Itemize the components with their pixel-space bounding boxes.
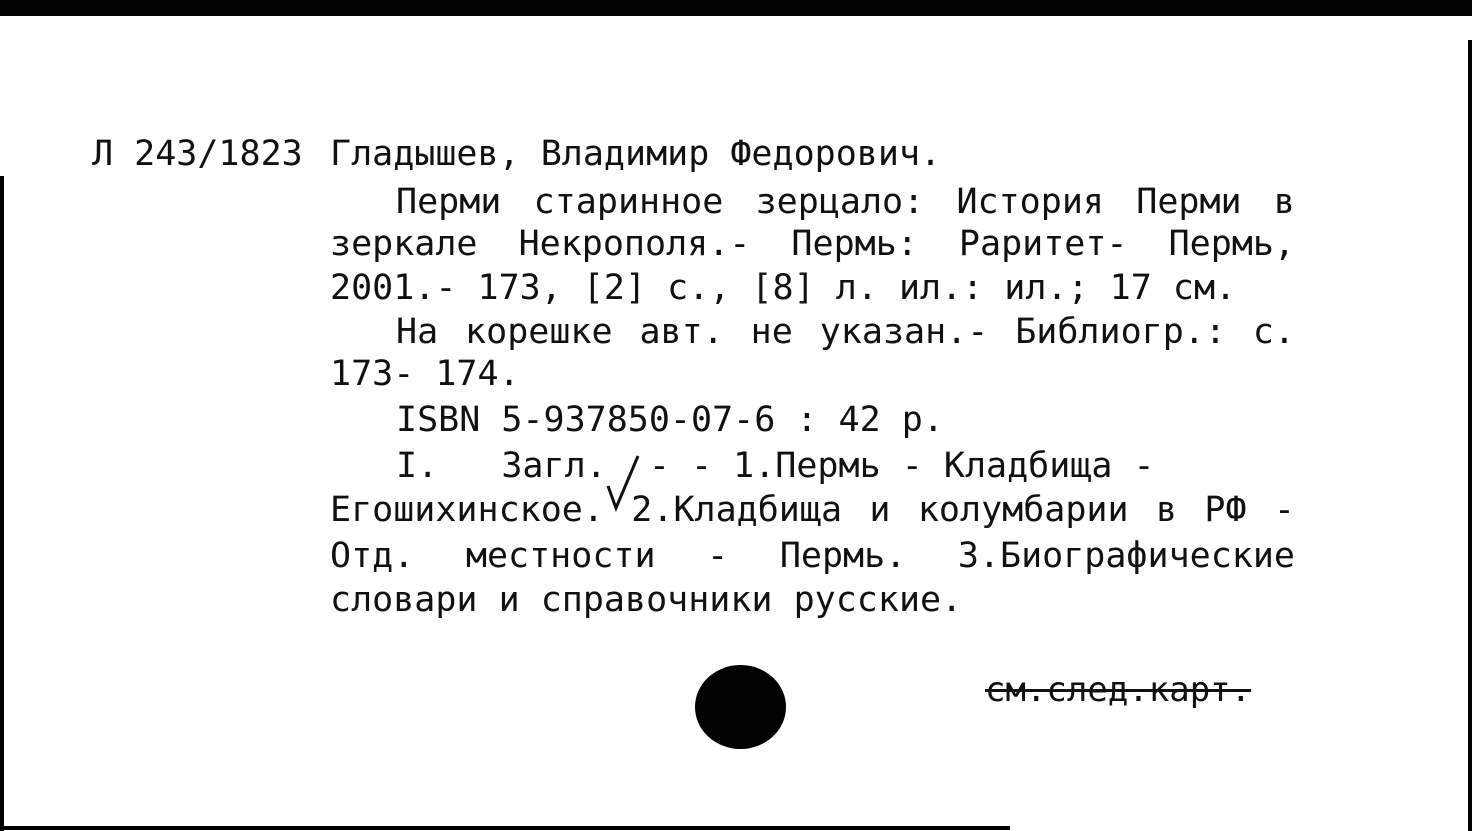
author-heading: Гладышев, Владимир Федорович. xyxy=(330,134,942,174)
checkmark-icon xyxy=(604,452,644,512)
subject-line-4: словари и справочники русские. xyxy=(330,580,963,620)
punch-hole xyxy=(695,665,786,749)
call-number: Л 243/1823 xyxy=(92,134,303,174)
note-line-2: 173- 174. xyxy=(330,354,520,394)
title-line-2: зеркале Некрополя.- Пермь: Раритет- Пермь, xyxy=(330,224,1295,264)
title-line-3: 2001.- 173, [2] с., [8] л. ил.: ил.; 17 см. xyxy=(330,268,1237,308)
isbn-line: ISBN 5-937850-07-6 : 42 р. xyxy=(396,400,944,440)
scan-bottom-border xyxy=(0,826,1010,830)
scan-top-border xyxy=(0,0,1472,16)
scan-left-border xyxy=(0,176,4,831)
subject-line-2: Егошихинское. 2.Кладбища и колумбарии в РФ - xyxy=(330,490,1295,530)
subject-line-1: I. Загл. - - 1.Пермь - Кладбища - xyxy=(396,446,1155,486)
subject-line-3: Отд. местности - Пермь. 3.Биографические xyxy=(330,536,1295,576)
note-line-1: На корешке авт. не указан.- Библиогр.: с. xyxy=(396,312,1295,352)
title-line-1: Перми старинное зерцало: История Перми в xyxy=(396,182,1295,222)
continuation-note: см.след.карт. xyxy=(985,670,1252,710)
scan-right-border xyxy=(1468,40,1472,831)
